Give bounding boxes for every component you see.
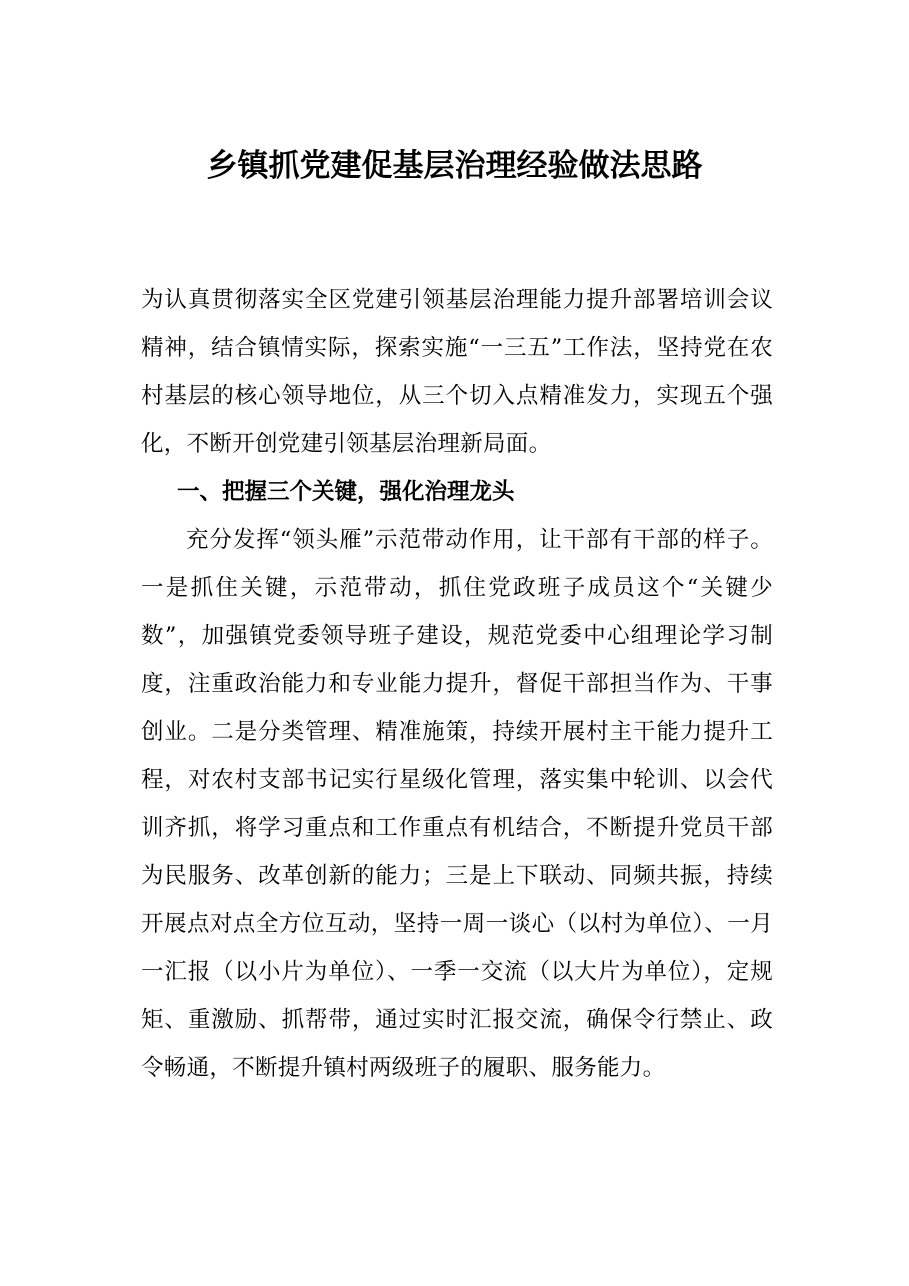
section-paragraph-1: 充分发挥“领头雁”示范带动作用，让干部有干部的样子。一是抓住关键，示范带动，抓住党政班子成员这个“关键少数”，加强镇党委领导班子建设，规范党委中心组理论学习制度，注重政治能力和专业能力提升，督促干部担当作为、干事创业。二是分类管理、精准施策，持续开展村主干能力提升工程，对农村支部书记实行星级化管理，落实集中轮训、以会代训齐抓，将学习重点和工作重点有机结合，不断提升党员干部为民服务、改革创新的能力；三是上下联动、同频共振，持续开展点对点全方位互动，坚持一周一谈心（以村为单位）、一月一汇报（以小片为单位）、一季一交流（以大片为单位），定规矩、重激励、抓帮带，通过实时汇报交流，确保令行禁止、政令畅通，不断提升镇村两级班子的履职、服务能力。 bbox=[141, 527, 773, 1081]
intro-paragraph: 为认真贯彻落实全区党建引领基层治理能力提升部署培训会议精神，结合镇情实际，探索实施“一三五”工作法，坚持党在农村基层的核心领导地位，从三个切入点精准发力，实现五个强化，不断开创党建引领基层治理新局面。 bbox=[141, 287, 773, 457]
section-heading-1: 一、把握三个关键，强化治理龙头 bbox=[177, 479, 515, 505]
document-body bbox=[141, 276, 773, 1092]
document-title: 乡镇抓党建促基层治理经验做法思路 bbox=[206, 148, 703, 184]
